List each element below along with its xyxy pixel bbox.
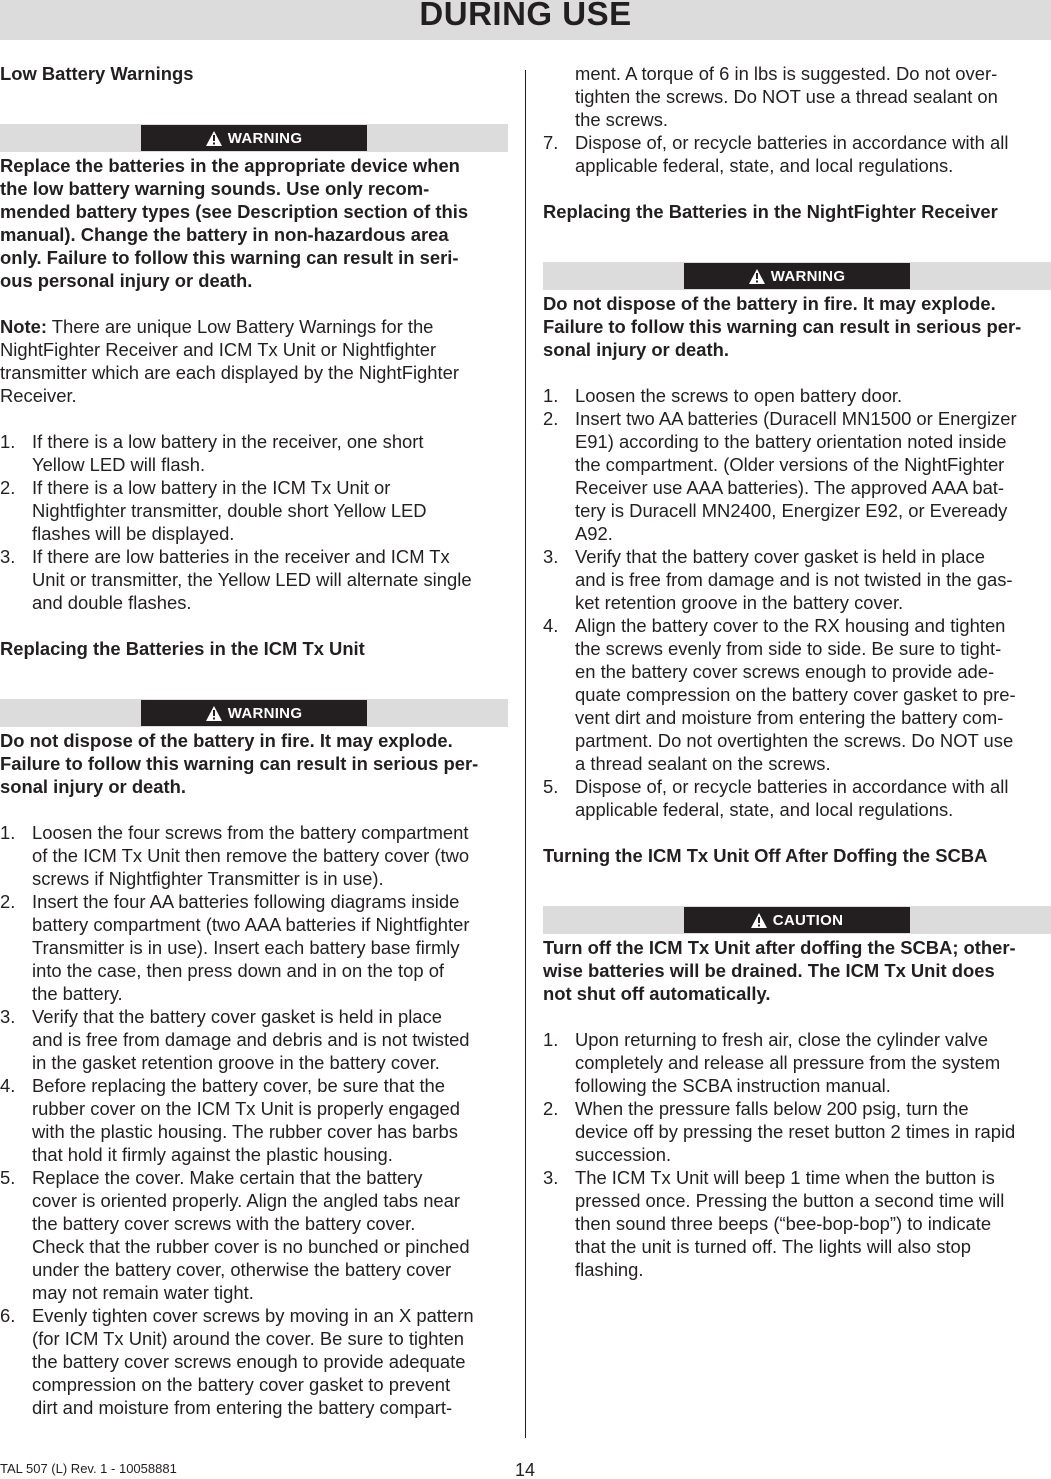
text-line: mended battery types (see Description section of this bbox=[0, 201, 469, 222]
step-text-line: vent dirt and moisture from entering the battery com- bbox=[575, 707, 1004, 728]
step-text-line: flashes will be displayed. bbox=[32, 523, 235, 544]
step-text-line: Verify that the battery cover gasket is held in place bbox=[575, 546, 985, 567]
step-number: 3. bbox=[543, 1167, 559, 1188]
warning-label: WARNING bbox=[770, 267, 846, 285]
step-text-line: the screws evenly from side to side. Be sure to tight- bbox=[575, 638, 1002, 659]
step-number: 2. bbox=[543, 1098, 559, 1119]
warning-banner bbox=[543, 262, 1051, 290]
text-line: Do not dispose of the battery in fire. It may explode. bbox=[543, 293, 996, 314]
text-line: only. Failure to follow this warning can result in seri- bbox=[0, 247, 459, 268]
step-text-line: Unit or transmitter, the Yellow LED will alternate single bbox=[32, 569, 472, 590]
warning-label: WARNING bbox=[227, 704, 303, 722]
step-text-line: Yellow LED will flash. bbox=[32, 454, 206, 475]
step-number: 5. bbox=[0, 1167, 16, 1188]
step-text-line: the battery. bbox=[32, 983, 123, 1004]
step-text-line: succession. bbox=[575, 1144, 672, 1165]
warning-text bbox=[543, 292, 1051, 361]
low-battery-steps bbox=[0, 430, 508, 614]
step-text-line: flashing. bbox=[575, 1259, 644, 1280]
step-text-line: and is free from damage and debris and is not twisted bbox=[32, 1029, 470, 1050]
step-text-line: When the pressure falls below 200 psig, turn the bbox=[575, 1098, 969, 1119]
column-divider bbox=[525, 70, 526, 1438]
step-text-line: then sound three beeps (“bee-bop-bop”) to indicate bbox=[575, 1213, 992, 1234]
step-text-line: that hold it firmly against the plastic housing. bbox=[32, 1144, 393, 1165]
receiver-battery-steps bbox=[543, 384, 1051, 821]
text-line: Failure to follow this warning can result in serious per- bbox=[0, 753, 479, 774]
step-text-line: partment. Do not overtighten the screws. Do NOT use bbox=[575, 730, 1014, 751]
step-text-line: Transmitter is in use). Insert each battery base firmly bbox=[32, 937, 460, 958]
step-text-line: Insert the four AA batteries following diagrams inside bbox=[32, 891, 460, 912]
list-item bbox=[543, 1028, 1051, 1097]
step-number: 2. bbox=[543, 408, 559, 429]
step-text-line: Loosen the screws to open battery door. bbox=[575, 385, 903, 406]
warning-text bbox=[0, 154, 508, 292]
step-text-line: cover is oriented properly. Align the angled tabs near bbox=[32, 1190, 461, 1211]
step-text-line: Receiver use AAA batteries). The approved AAA bat- bbox=[575, 477, 1005, 498]
step-text-line: with the plastic housing. The rubber cover has barbs bbox=[32, 1121, 458, 1142]
text-line: not shut off automatically. bbox=[543, 983, 771, 1004]
step-text-line: tery is Duracell MN2400, Energizer E92, or Eveready bbox=[575, 500, 1008, 521]
step-number: 1. bbox=[543, 1029, 559, 1050]
text-line: tighten the screws. Do NOT use a thread sealant on bbox=[575, 86, 998, 107]
caution-label-box bbox=[684, 907, 910, 933]
step-number: 2. bbox=[0, 477, 16, 498]
step-text-line: E91) according to the battery orientation noted inside bbox=[575, 431, 1007, 452]
step-text-line: that the unit is turned off. The lights will also stop bbox=[575, 1236, 971, 1257]
step-number: 1. bbox=[0, 431, 16, 452]
list-item bbox=[0, 430, 508, 476]
left-column bbox=[0, 62, 508, 1419]
step-text-line: If there is a low battery in the ICM Tx Unit or bbox=[32, 477, 391, 498]
note-paragraph bbox=[0, 315, 508, 407]
list-item bbox=[543, 775, 1051, 821]
step-text-line: the battery cover screws with the battery cover. bbox=[32, 1213, 416, 1234]
text-line: Do not dispose of the battery in fire. It may explode. bbox=[0, 730, 453, 751]
step-text-line: device off by pressing the reset button 2 times in rapid bbox=[575, 1121, 1016, 1142]
list-item bbox=[543, 407, 1051, 545]
section-heading-icm-batteries: Replacing the Batteries in the ICM Tx Unit bbox=[0, 638, 365, 659]
right-column bbox=[543, 62, 1051, 1281]
note-text bbox=[0, 316, 508, 407]
warning-text bbox=[0, 729, 508, 798]
list-item bbox=[0, 1166, 508, 1304]
step-text-line: into the case, then press down and in on the top of bbox=[32, 960, 445, 981]
step-number: 3. bbox=[0, 546, 16, 567]
list-item bbox=[0, 1304, 508, 1419]
step-number: 3. bbox=[0, 1006, 16, 1027]
text-line: the low battery warning sounds. Use only recom- bbox=[0, 178, 430, 199]
caution-text bbox=[543, 936, 1051, 1005]
text-line: ment. A torque of 6 in lbs is suggested. Do not over- bbox=[575, 63, 998, 84]
step-text-line: A92. bbox=[575, 523, 613, 544]
step-text-line: completely and release all pressure from the system bbox=[575, 1052, 1001, 1073]
warning-triangle-icon bbox=[206, 131, 222, 146]
step-text-line: screws if Nightfighter Transmitter is in use). bbox=[32, 868, 384, 889]
list-item bbox=[543, 1097, 1051, 1166]
step-text-line: Nightfighter transmitter, double short Yellow LED bbox=[32, 500, 427, 521]
list-item bbox=[0, 890, 508, 1005]
step-text-line: Check that the rubber cover is no bunched or pinched bbox=[32, 1236, 470, 1257]
step-text-line: en the battery cover screws enough to provide ade- bbox=[575, 661, 995, 682]
caution-banner bbox=[543, 906, 1051, 934]
text-line: ous personal injury or death. bbox=[0, 270, 253, 291]
step-number: 6. bbox=[0, 1305, 16, 1326]
text-line: Receiver. bbox=[0, 385, 77, 406]
icm-battery-steps bbox=[0, 821, 508, 1419]
step-number: 4. bbox=[543, 615, 559, 636]
warning-banner bbox=[0, 699, 508, 727]
note-label: Note: bbox=[0, 316, 47, 337]
list-item bbox=[0, 545, 508, 614]
text-line: wise batteries will be drained. The ICM Tx Unit does bbox=[543, 960, 995, 981]
step-text-line: Dispose of, or recycle batteries in accordance with all bbox=[575, 776, 1009, 797]
list-item bbox=[0, 1074, 508, 1166]
warning-banner bbox=[0, 124, 508, 152]
step-text-line: in the gasket retention groove in the battery cover. bbox=[32, 1052, 440, 1073]
step-text-line: applicable federal, state, and local regulations. bbox=[575, 799, 954, 820]
text-line: Turn off the ICM Tx Unit after doffing the SCBA; other- bbox=[543, 937, 1016, 958]
step-text-line: Before replacing the battery cover, be sure that the bbox=[32, 1075, 446, 1096]
page-number: 14 bbox=[515, 1460, 536, 1479]
text-line: Failure to follow this warning can result in serious per- bbox=[543, 316, 1022, 337]
list-item bbox=[543, 545, 1051, 614]
step-text-line: Insert two AA batteries (Duracell MN1500 or Energizer bbox=[575, 408, 1017, 429]
step-text-line: Replace the cover. Make certain that the battery bbox=[32, 1167, 423, 1188]
section-heading-receiver-batteries: Replacing the Batteries in the NightFighter Receiver bbox=[543, 201, 998, 222]
step-text-line: If there are low batteries in the receiver and ICM Tx bbox=[32, 546, 450, 567]
step-text-line: following the SCBA instruction manual. bbox=[575, 1075, 891, 1096]
step-text-line: (for ICM Tx Unit) around the cover. Be sure to tighten bbox=[32, 1328, 465, 1349]
step-text-line: a thread sealant on the screws. bbox=[575, 753, 831, 774]
step-text-line: under the battery cover, otherwise the battery cover bbox=[32, 1259, 452, 1280]
warning-label-box bbox=[141, 125, 367, 151]
step-number: 2. bbox=[0, 891, 16, 912]
text-line: Replace the batteries in the appropriate device when bbox=[0, 155, 460, 176]
list-item bbox=[0, 1005, 508, 1074]
step-text-line: quate compression on the battery cover gasket to pre- bbox=[575, 684, 1016, 705]
step-text-line: The ICM Tx Unit will beep 1 time when the button is bbox=[575, 1167, 995, 1188]
warning-label: WARNING bbox=[227, 129, 303, 147]
section-heading-turn-off: Turning the ICM Tx Unit Off After Doffing the SCBA bbox=[543, 845, 988, 866]
step-text-line: may not remain water tight. bbox=[32, 1282, 254, 1303]
text-line: NightFighter Receiver and ICM Tx Unit or Nightfighter bbox=[0, 339, 437, 360]
step-text-line: If there is a low battery in the receiver, one short bbox=[32, 431, 424, 452]
step-text-line: Upon returning to fresh air, close the cylinder valve bbox=[575, 1029, 988, 1050]
step-text-line: and double flashes. bbox=[32, 592, 192, 613]
list-item bbox=[0, 821, 508, 890]
warning-label-box bbox=[684, 263, 910, 289]
warning-triangle-icon bbox=[206, 706, 222, 721]
warning-label-box bbox=[141, 700, 367, 726]
step-number: 1. bbox=[0, 822, 16, 843]
list-item bbox=[543, 384, 1051, 407]
caution-label: CAUTION bbox=[772, 911, 844, 929]
list-item bbox=[543, 614, 1051, 775]
text-line: sonal injury or death. bbox=[543, 339, 729, 360]
step-text-line: Dispose of, or recycle batteries in accordance with all bbox=[575, 132, 1009, 153]
step-number: 4. bbox=[0, 1075, 16, 1096]
text-line: There are unique Low Battery Warnings for the bbox=[47, 316, 434, 337]
step-text-line: and is free from damage and is not twisted in the gas- bbox=[575, 569, 1013, 590]
turn-off-steps bbox=[543, 1028, 1051, 1281]
step-text-line: compression on the battery cover gasket to prevent bbox=[32, 1374, 451, 1395]
text-line: the screws. bbox=[575, 109, 669, 130]
section-heading-low-battery: Low Battery Warnings bbox=[0, 63, 194, 84]
step-text-line: the compartment. (Older versions of the NightFighter bbox=[575, 454, 1005, 475]
text-line: manual). Change the battery in non-hazardous area bbox=[0, 224, 449, 245]
text-line: transmitter which are each displayed by the NightFighter bbox=[0, 362, 459, 383]
step-text-line: Align the battery cover to the RX housing and tighten bbox=[575, 615, 1006, 636]
step-text-line: of the ICM Tx Unit then remove the battery cover (two bbox=[32, 845, 470, 866]
caution-triangle-icon bbox=[751, 913, 767, 928]
icm-battery-step-7 bbox=[543, 131, 1051, 177]
footer-doc-id: TAL 507 (L) Rev. 1 - 10058881 bbox=[0, 1461, 177, 1476]
step-number: 7. bbox=[543, 132, 559, 153]
text-line: sonal injury or death. bbox=[0, 776, 186, 797]
continued-step-text bbox=[543, 62, 1051, 131]
step-text-line: Verify that the battery cover gasket is held in place bbox=[32, 1006, 442, 1027]
step-number: 1. bbox=[543, 385, 559, 406]
page-title: DURING USE bbox=[419, 0, 632, 32]
step-text-line: battery compartment (two AAA batteries if Nightfighter bbox=[32, 914, 470, 935]
step-text-line: Evenly tighten cover screws by moving in an X pattern bbox=[32, 1305, 474, 1326]
step-number: 3. bbox=[543, 546, 559, 567]
list-item bbox=[543, 131, 1051, 177]
step-number: 5. bbox=[543, 776, 559, 797]
list-item bbox=[0, 476, 508, 545]
list-item bbox=[543, 1166, 1051, 1281]
step-text-line: applicable federal, state, and local regulations. bbox=[575, 155, 954, 176]
step-text-line: pressed once. Pressing the button a second time will bbox=[575, 1190, 1005, 1211]
step-text-line: the battery cover screws enough to provide adequate bbox=[32, 1351, 466, 1372]
step-text-line: ket retention groove in the battery cover. bbox=[575, 592, 904, 613]
warning-triangle-icon bbox=[749, 269, 765, 284]
step-text-line: dirt and moisture from entering the battery compart- bbox=[32, 1397, 453, 1418]
step-text-line: rubber cover on the ICM Tx Unit is properly engaged bbox=[32, 1098, 460, 1119]
step-text-line: Loosen the four screws from the battery compartment bbox=[32, 822, 469, 843]
